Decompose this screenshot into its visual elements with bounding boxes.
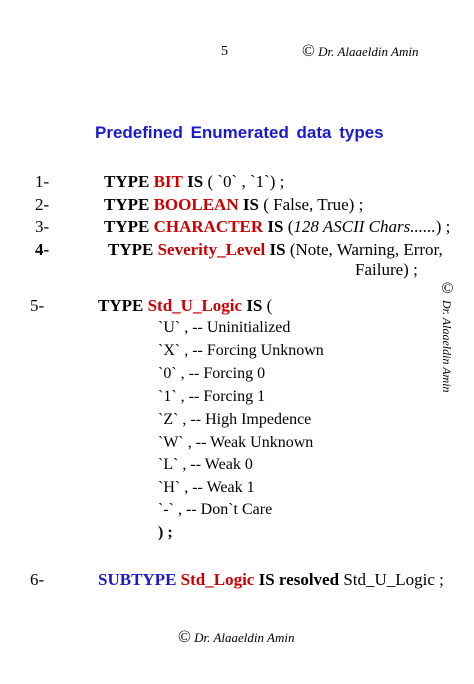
item-6-number: 6- [30,570,45,589]
item-4-number: 4- [35,240,50,259]
std-value-h: `H` , -- Weak 1 [158,479,255,496]
std-value-w: `W` , -- Weak Unknown [158,434,314,451]
page-number: 5 [221,44,228,59]
item-2-is: IS [242,195,259,214]
item-2-definition [104,195,363,215]
item-5-number: 5- [30,296,45,315]
item-3-values-open: ( [287,217,294,236]
header-author: Dr. Alaaeldin Amin [318,44,419,59]
item-5-open-paren: ( [266,296,273,315]
item-1-type-name: BIT [153,172,183,191]
std-list-close: ) ; [158,524,173,541]
item-3-definition [104,217,450,237]
item-3-is: IS [267,217,284,236]
item-1-values: ( `0` , `1`) ; [207,172,285,191]
item-6-definition [98,570,444,590]
item-5-definition [98,296,272,316]
footer-copyright [178,627,294,647]
item-3-values-close: ) ; [435,217,451,236]
item-1-number: 1- [35,172,50,191]
std-value-z: `Z` , -- High Impedence [158,411,312,428]
item-3-type-name: CHARACTER [153,217,264,236]
side-copyright [438,280,456,393]
item-4-type-name: Severity_Level [157,240,266,259]
std-value-u: `U` , -- Uninitialized [158,319,291,336]
item-5-type-name: Std_U_Logic [147,296,243,315]
copyright-icon: © [439,280,456,297]
std-value-x: `X` , -- Forcing Unknown [158,342,324,359]
item-4-values-continued: Failure) ; [355,260,418,279]
item-4-definition [108,240,443,260]
std-value-l: `L` , -- Weak 0 [158,456,253,473]
item-1-definition [104,172,284,192]
item-6-type-name: Std_Logic [180,570,255,589]
item-4-values: (Note, Warning, Error, [289,240,443,259]
item-2-number: 2- [35,195,50,214]
item-1-keyword: TYPE [104,172,150,191]
item-5-is: IS [246,296,263,315]
header-copyright [302,41,418,61]
copyright-icon: © [178,627,191,646]
item-4-keyword: TYPE [108,240,154,259]
item-3-number: 3- [35,217,50,236]
copyright-icon: © [302,41,315,60]
item-4-is: IS [269,240,286,259]
item-2-keyword: TYPE [104,195,150,214]
item-6-base-type: Std_U_Logic ; [343,570,444,589]
item-6-is-resolved: IS resolved [258,570,340,589]
side-author: Dr. Alaaeldin Amin [440,300,454,393]
item-2-type-name: BOOLEAN [153,195,239,214]
page-title: Predefined Enumerated data types [95,123,384,142]
item-1-is: IS [187,172,204,191]
item-6-keyword: SUBTYPE [98,570,177,589]
item-5-keyword: TYPE [98,296,144,315]
std-value-dont-care: `-` , -- Don`t Care [158,501,273,518]
std-value-1: `1` , -- Forcing 1 [158,388,266,405]
item-3-values: 128 ASCII Chars...... [293,217,436,236]
std-value-0: `0` , -- Forcing 0 [158,365,266,382]
footer-author: Dr. Alaaeldin Amin [194,630,295,645]
item-3-keyword: TYPE [104,217,150,236]
item-2-values: ( False, True) ; [263,195,364,214]
